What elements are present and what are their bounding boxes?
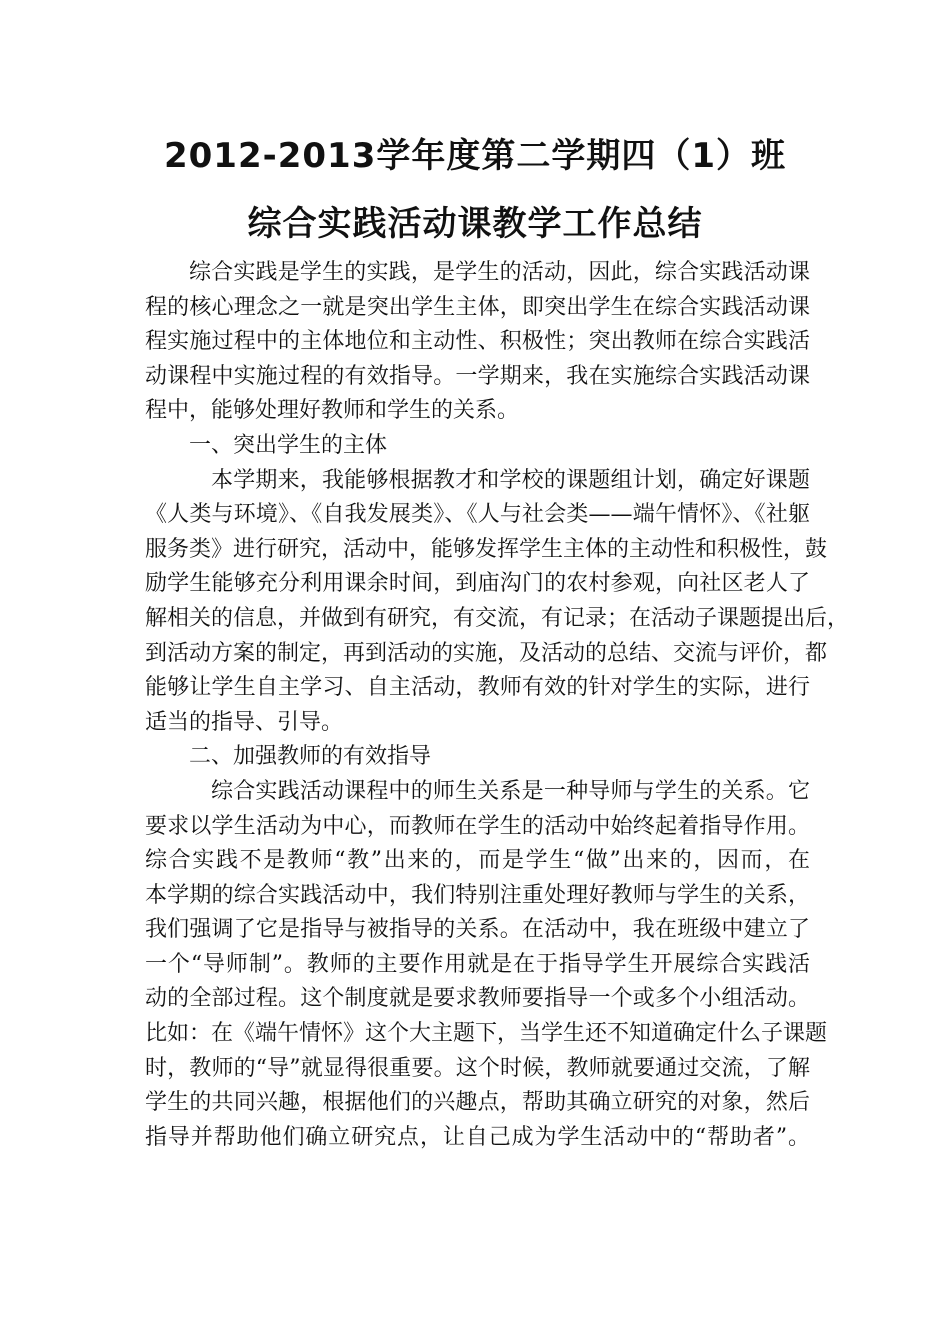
document-title-line-2: 综合实践活动课教学工作总结 [247,204,703,244]
body-line: 指导并帮助他们确立研究点，让自己成为学生活动中的“帮助者”。 [145,1124,810,1150]
body-line: 综合实践不是教师“教”出来的，而是学生“做”出来的，因而，在 [145,848,810,874]
section-heading-1: 一、突出学生的主体 [189,432,388,458]
document-title-line-1: 2012-2013学年度第二学期四（1）班 [163,136,787,176]
body-line: 服务类》进行研究，活动中，能够发挥学生主体的主动性和积极性，鼓 [145,536,828,562]
body-line: 综合实践活动课程中的师生关系是一种导师与学生的关系。它 [211,778,810,804]
body-line: 本学期的综合实践活动中，我们特别注重处理好教师与学生的关系， [145,882,810,908]
section-heading-2: 二、加强教师的有效指导 [189,744,432,770]
body-line: 一个“导师制”。教师的主要作用就是在于指导学生开展综合实践活 [145,951,810,977]
body-line: 要求以学生活动为中心，而教师在学生的活动中始终起着指导作用。 [145,813,810,839]
body-line: 程中，能够处理好教师和学生的关系。 [145,398,520,424]
body-line: 学生的共同兴趣，根据他们的兴趣点，帮助其确立研究的对象，然后 [145,1090,810,1116]
body-line: 本学期来，我能够根据教才和学校的课题组计划，确定好课题 [211,467,810,493]
body-line: 比如：在《端午情怀》这个大主题下，当学生还不知道确定什么子课题 [145,1021,828,1047]
body-line: 程的核心理念之一就是突出学生主体，即突出学生在综合实践活动课 [145,294,810,320]
body-line: 励学生能够充分利用课余时间，到庙沟门的农村参观，向社区老人了 [145,571,810,597]
body-line: 能够让学生自主学习、自主活动，教师有效的针对学生的实际，进行 [145,675,810,701]
body-line: 我们强调了它是指导与被指导的关系。在活动中，我在班级中建立了 [145,917,810,943]
body-line: 解相关的信息，并做到有研究，有交流，有记录；在活动子课题提出后， [145,605,850,631]
body-line: 时，教师的“导”就显得很重要。这个时候，教师就要通过交流，了解 [145,1055,810,1081]
body-line: 动课程中实施过程的有效指导。一学期来，我在实施综合实践活动课 [145,363,810,389]
body-line: 程实施过程中的主体地位和主动性、积极性；突出教师在综合实践活 [145,329,810,355]
body-line: 到活动方案的制定，再到活动的实施，及活动的总结、交流与评价，都 [145,640,828,666]
body-line: 综合实践是学生的实践，是学生的活动，因此，综合实践活动课 [189,260,810,285]
body-line: 《人类与环境》、《自我发展类》、《人与社会类——端午情怀》、《社躯 [145,502,810,528]
body-line: 适当的指导、引导。 [145,709,344,735]
body-line: 动的全部过程。这个制度就是要求教师要指导一个或多个小组活动。 [145,986,810,1012]
document-body [145,256,850,1155]
